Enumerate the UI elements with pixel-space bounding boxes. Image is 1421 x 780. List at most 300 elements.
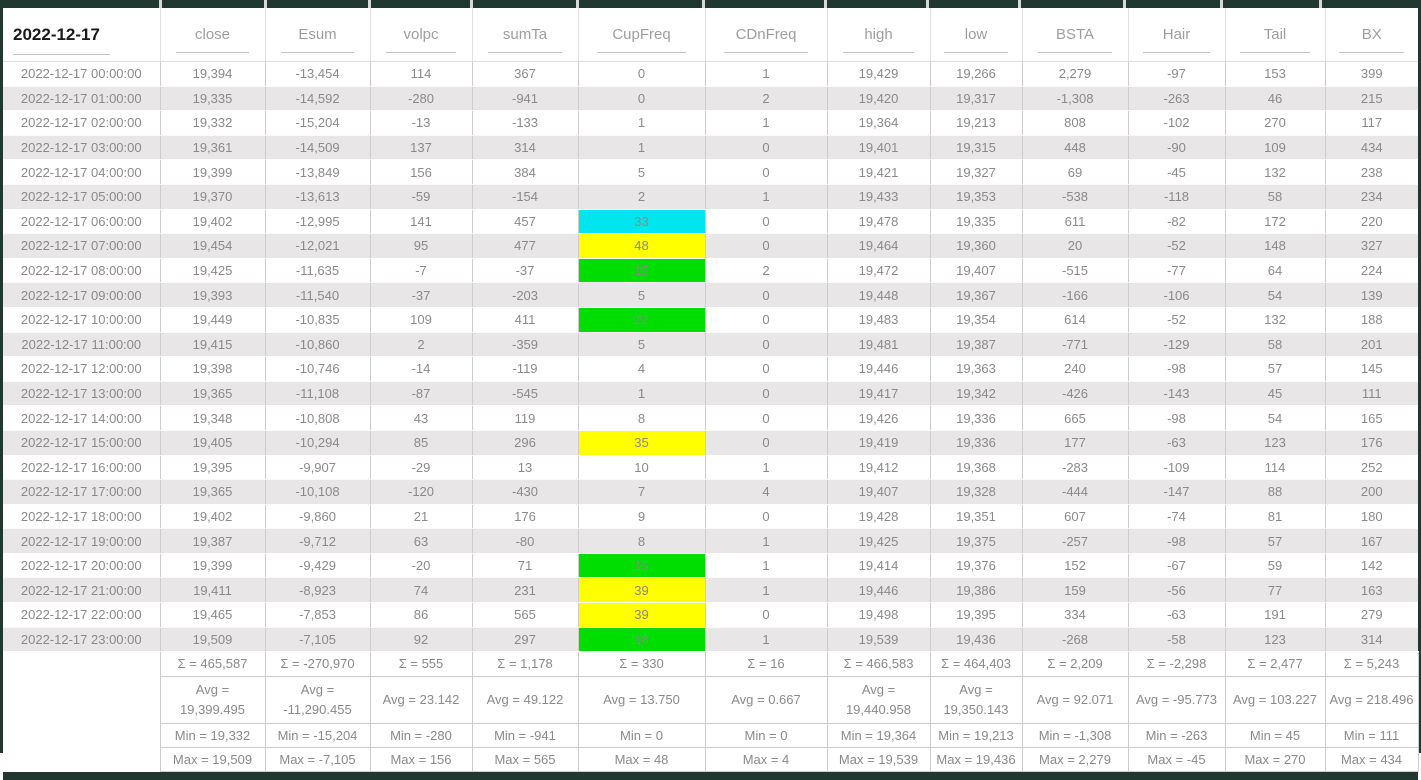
cell: 19,375	[930, 529, 1022, 554]
cell: 19,425	[160, 258, 265, 283]
summary-value: Max = -45	[1147, 751, 1206, 767]
cell: 8	[578, 529, 705, 554]
summary-value: Avg = 49.122	[486, 692, 564, 708]
summary-value: Min = 45	[1249, 727, 1301, 743]
cell: 19,364	[827, 111, 930, 136]
cell: 0	[705, 603, 827, 628]
summary-value: Min = 19,213	[938, 727, 1014, 743]
cell: -10,835	[265, 307, 370, 332]
cell: -98	[1128, 406, 1225, 431]
cell: 64	[1225, 258, 1325, 283]
cell: 19,436	[930, 627, 1022, 652]
timestamp-cell: 2022-12-17 18:00:00	[3, 504, 160, 529]
cell: 334	[1022, 603, 1128, 628]
cell: -11,108	[265, 381, 370, 406]
summary-value: Σ = 466,583	[843, 656, 914, 672]
cell: 19,328	[930, 480, 1022, 505]
cell: 159	[1022, 578, 1128, 603]
table-row	[3, 160, 1418, 185]
cell: -9,860	[265, 504, 370, 529]
top-border-segment	[929, 0, 1021, 8]
cell: 19,405	[160, 430, 265, 455]
summary-cell-sum	[705, 652, 827, 677]
cell: 0	[705, 504, 827, 529]
cell: 2,279	[1022, 62, 1128, 87]
cell: 19,361	[160, 135, 265, 160]
summary-cell-avg	[1225, 677, 1325, 724]
cupfreq-highlight-cell: 15	[578, 553, 705, 578]
column-header-bx[interactable]	[1325, 8, 1418, 62]
cell: 69	[1022, 160, 1128, 185]
cell: 1	[705, 553, 827, 578]
cell: -63	[1128, 603, 1225, 628]
summary-value: Avg = 92.071	[1036, 692, 1114, 708]
cell: 4	[705, 480, 827, 505]
cell: 2	[705, 258, 827, 283]
cell: 19,395	[930, 603, 1022, 628]
table-body	[3, 62, 1418, 652]
header-underline	[13, 54, 110, 55]
cell: 77	[1225, 578, 1325, 603]
cell: 314	[1325, 627, 1418, 652]
cell: 81	[1225, 504, 1325, 529]
summary-cell-avg	[265, 677, 370, 724]
column-header-label: BX	[1361, 26, 1382, 43]
top-border-segment	[371, 0, 473, 8]
cell: 19,478	[827, 209, 930, 234]
cell: 252	[1325, 455, 1418, 480]
top-border-segment	[162, 0, 267, 8]
summary-value: Max = 434	[1340, 751, 1403, 767]
cell: -154	[472, 184, 578, 209]
cell: 296	[472, 430, 578, 455]
cell: 132	[1225, 160, 1325, 185]
summary-value: Max = 270	[1244, 751, 1306, 767]
cell: 565	[472, 603, 578, 628]
cell: -20	[370, 553, 472, 578]
cell: 137	[370, 135, 472, 160]
cell: 19,387	[930, 332, 1022, 357]
cell: -545	[472, 381, 578, 406]
timestamp-cell: 2022-12-17 22:00:00	[3, 603, 160, 628]
column-header-bsta[interactable]	[1022, 8, 1128, 62]
cell: 19,539	[827, 627, 930, 652]
cell: -12,021	[265, 234, 370, 259]
header-underline	[281, 52, 354, 53]
cell: -13,849	[265, 160, 370, 185]
summary-spacer	[3, 724, 160, 748]
table-bottom-border	[3, 772, 1418, 780]
cupfreq-highlight-cell: 48	[578, 234, 705, 259]
column-header-sumta[interactable]	[472, 8, 578, 62]
cell: 19,365	[160, 381, 265, 406]
cupfreq-highlight-cell: 39	[578, 578, 705, 603]
summary-value: Max = 19,436	[936, 751, 1016, 767]
cell: 57	[1225, 357, 1325, 382]
cell: 10	[578, 455, 705, 480]
cell: 2	[578, 184, 705, 209]
cell: 71	[472, 553, 578, 578]
summary-cell-min	[930, 724, 1022, 748]
column-header-esum[interactable]	[265, 8, 370, 62]
summary-cell-avg	[1325, 677, 1418, 724]
cell: -257	[1022, 529, 1128, 554]
cell: 188	[1325, 307, 1418, 332]
table-row	[3, 62, 1418, 87]
cell: 234	[1325, 184, 1418, 209]
timestamp-cell: 2022-12-17 19:00:00	[3, 529, 160, 554]
table-row	[3, 627, 1418, 652]
cell: 327	[1325, 234, 1418, 259]
cell: 63	[370, 529, 472, 554]
cell: 19,370	[160, 184, 265, 209]
cell: 434	[1325, 135, 1418, 160]
summary-cell-avg	[1128, 677, 1225, 724]
cell: 46	[1225, 86, 1325, 111]
cell: 167	[1325, 529, 1418, 554]
cell: 0	[705, 135, 827, 160]
summary-cell-max	[1128, 748, 1225, 772]
cell: 314	[472, 135, 578, 160]
timestamp-cell: 2022-12-17 20:00:00	[3, 553, 160, 578]
cupfreq-highlight-cell: 35	[578, 430, 705, 455]
cell: -37	[472, 258, 578, 283]
summary-value: Σ = 2,209	[1047, 656, 1103, 672]
summary-value: Min = -1,308	[1038, 727, 1112, 743]
cell: 54	[1225, 406, 1325, 431]
cell: 45	[1225, 381, 1325, 406]
summary-cell-max	[370, 748, 472, 772]
table-row	[3, 529, 1418, 554]
timestamp-cell: 2022-12-17 13:00:00	[3, 381, 160, 406]
cell: -82	[1128, 209, 1225, 234]
cell: 19,407	[827, 480, 930, 505]
cell: 19,433	[827, 184, 930, 209]
cell: 0	[705, 209, 827, 234]
cell: 19,446	[827, 357, 930, 382]
cell: 367	[472, 62, 578, 87]
column-header-tail[interactable]	[1225, 8, 1325, 62]
cell: 0	[705, 160, 827, 185]
summary-cell-max	[1022, 748, 1128, 772]
top-border-segment	[473, 0, 579, 8]
cell: -37	[370, 283, 472, 308]
cell: 607	[1022, 504, 1128, 529]
cell: -12,995	[265, 209, 370, 234]
summary-cell-avg	[160, 677, 265, 724]
cell: 2	[705, 86, 827, 111]
cell: 19,398	[160, 357, 265, 382]
table-row	[3, 258, 1418, 283]
column-header-cupfreq[interactable]	[578, 8, 705, 62]
cell: 148	[1225, 234, 1325, 259]
cell: 0	[705, 430, 827, 455]
cell: 165	[1325, 406, 1418, 431]
timestamp-cell: 2022-12-17 01:00:00	[3, 86, 160, 111]
table-row	[3, 430, 1418, 455]
cell: 215	[1325, 86, 1418, 111]
cell: 19,454	[160, 234, 265, 259]
cell: 220	[1325, 209, 1418, 234]
cell: -80	[472, 529, 578, 554]
timestamp-cell: 2022-12-17 05:00:00	[3, 184, 160, 209]
cell: -268	[1022, 627, 1128, 652]
cell: 19,419	[827, 430, 930, 455]
cell: -11,540	[265, 283, 370, 308]
summary-value: Min = 111	[1343, 727, 1400, 743]
table-row	[3, 307, 1418, 332]
cell: -129	[1128, 332, 1225, 357]
cell: 19,429	[827, 62, 930, 87]
cell: 176	[1325, 430, 1418, 455]
cell: 1	[705, 627, 827, 652]
cell: 411	[472, 307, 578, 332]
cell: 86	[370, 603, 472, 628]
cell: 614	[1022, 307, 1128, 332]
cupfreq-highlight-cell: 22	[578, 307, 705, 332]
table-row	[3, 234, 1418, 259]
cell: 43	[370, 406, 472, 431]
cell: 111	[1325, 381, 1418, 406]
cell: 399	[1325, 62, 1418, 87]
cell: -166	[1022, 283, 1128, 308]
column-header-high[interactable]	[827, 8, 930, 62]
cell: -98	[1128, 357, 1225, 382]
summary-value: Σ = 2,477	[1247, 656, 1303, 672]
cell: 19,402	[160, 209, 265, 234]
table-row	[3, 381, 1418, 406]
cell: 1	[705, 455, 827, 480]
summary-cell-sum	[827, 652, 930, 677]
summary-cell-avg	[930, 677, 1022, 724]
summary-cell-max	[265, 748, 370, 772]
cell: 20	[1022, 234, 1128, 259]
header-underline	[1143, 52, 1210, 53]
column-header-label: Tail	[1263, 26, 1287, 43]
cell: -59	[370, 184, 472, 209]
cell: -102	[1128, 111, 1225, 136]
summary-row-min	[3, 724, 1418, 748]
summary-cell-avg	[705, 677, 827, 724]
cell: 0	[705, 357, 827, 382]
cell: 57	[1225, 529, 1325, 554]
summary-cell-sum	[160, 652, 265, 677]
timestamp-cell: 2022-12-17 08:00:00	[3, 258, 160, 283]
cell: 123	[1225, 627, 1325, 652]
cell: -106	[1128, 283, 1225, 308]
cell: -87	[370, 381, 472, 406]
cell: 191	[1225, 603, 1325, 628]
cell: 297	[472, 627, 578, 652]
summary-cell-min	[1225, 724, 1325, 748]
cell: -90	[1128, 135, 1225, 160]
cell: 114	[370, 62, 472, 87]
summary-value: Max = 2,279	[1039, 751, 1111, 767]
summary-value: Min = -941	[494, 727, 556, 743]
cell: 13	[472, 455, 578, 480]
cell: 19,315	[930, 135, 1022, 160]
cell: 19,332	[160, 111, 265, 136]
cell: 1	[705, 184, 827, 209]
cell: -9,712	[265, 529, 370, 554]
cell: 457	[472, 209, 578, 234]
cell: 145	[1325, 357, 1418, 382]
cell: 139	[1325, 283, 1418, 308]
cell: 19,399	[160, 553, 265, 578]
cell: 142	[1325, 553, 1418, 578]
cupfreq-highlight-cell: 33	[578, 209, 705, 234]
cell: -13	[370, 111, 472, 136]
cell: 19,428	[827, 504, 930, 529]
cell: 19,464	[827, 234, 930, 259]
column-header-volpc[interactable]	[370, 8, 472, 62]
cell: 1	[705, 111, 827, 136]
summary-value: Avg = -95.773	[1135, 692, 1218, 708]
column-header-cdnfreq[interactable]	[705, 8, 827, 62]
cell: -7,105	[265, 627, 370, 652]
cell: 1	[578, 381, 705, 406]
cell: 0	[705, 381, 827, 406]
cell: 19,412	[827, 455, 930, 480]
cell: -56	[1128, 578, 1225, 603]
cell: -13,613	[265, 184, 370, 209]
cell: -444	[1022, 480, 1128, 505]
header-underline	[944, 52, 1008, 53]
summary-cell-sum	[1022, 652, 1128, 677]
cell: 19,509	[160, 627, 265, 652]
summary-value: Avg = 0.667	[731, 692, 801, 708]
table-row	[3, 578, 1418, 603]
summary-cell-max	[930, 748, 1022, 772]
timestamp-cell: 2022-12-17 00:00:00	[3, 62, 160, 87]
cell: 19,399	[160, 160, 265, 185]
header-underline	[1240, 52, 1309, 53]
summary-cell-max	[472, 748, 578, 772]
summary-value: Max = 19,509	[172, 751, 253, 767]
cell: -426	[1022, 381, 1128, 406]
timestamp-cell: 2022-12-17 23:00:00	[3, 627, 160, 652]
cell: -52	[1128, 234, 1225, 259]
top-border-segment	[1021, 0, 1127, 8]
summary-cell-min	[705, 724, 827, 748]
cell: 19,317	[930, 86, 1022, 111]
timestamp-cell: 2022-12-17 06:00:00	[3, 209, 160, 234]
cell: 19,420	[827, 86, 930, 111]
summary-cell-min	[827, 724, 930, 748]
column-header-hair[interactable]	[1128, 8, 1225, 62]
column-header-label: BSTA	[1055, 26, 1095, 43]
cell: 19,335	[160, 86, 265, 111]
summary-cell-max	[1225, 748, 1325, 772]
cell: -63	[1128, 430, 1225, 455]
cupfreq-highlight-cell: 39	[578, 603, 705, 628]
summary-value: Min = 0	[744, 727, 788, 743]
cell: 59	[1225, 553, 1325, 578]
cell: -941	[472, 86, 578, 111]
summary-cell-avg	[827, 677, 930, 724]
cell: 19,465	[160, 603, 265, 628]
cell: 19,415	[160, 332, 265, 357]
summary-value: Max = 156	[390, 751, 452, 767]
cell: 201	[1325, 332, 1418, 357]
summary-cell-min	[1022, 724, 1128, 748]
table-row	[3, 455, 1418, 480]
column-header-close[interactable]	[160, 8, 265, 62]
cupfreq-highlight-cell: 18	[578, 627, 705, 652]
cell: 119	[472, 406, 578, 431]
cell: -52	[1128, 307, 1225, 332]
timestamp-cell: 2022-12-17 02:00:00	[3, 111, 160, 136]
cell: -14,509	[265, 135, 370, 160]
cell: 224	[1325, 258, 1418, 283]
cell: 0	[705, 307, 827, 332]
cell: -147	[1128, 480, 1225, 505]
cell: -538	[1022, 184, 1128, 209]
header-underline	[1339, 52, 1404, 53]
summary-value: Σ = 5,243	[1343, 656, 1400, 672]
summary-value: Min = -280	[390, 727, 452, 743]
column-header-label: close	[194, 26, 231, 43]
column-header-low[interactable]	[930, 8, 1022, 62]
cell: 19,336	[930, 406, 1022, 431]
column-header-label: Esum	[298, 26, 337, 43]
table-row	[3, 406, 1418, 431]
cell: 611	[1022, 209, 1128, 234]
cell: 200	[1325, 480, 1418, 505]
cell: 19,348	[160, 406, 265, 431]
summary-cell-sum	[930, 652, 1022, 677]
cell: 19,266	[930, 62, 1022, 87]
cell: 19,481	[827, 332, 930, 357]
summary-value: Avg = 218.496	[1329, 692, 1414, 708]
table-row	[3, 184, 1418, 209]
cell: 177	[1022, 430, 1128, 455]
cell: 19,449	[160, 307, 265, 332]
header-underline	[386, 52, 457, 53]
cell: 19,407	[930, 258, 1022, 283]
header-underline	[488, 52, 562, 53]
summary-value: Max = 19,539	[838, 751, 919, 767]
cell: -74	[1128, 504, 1225, 529]
cell: 19,417	[827, 381, 930, 406]
cell: 19,426	[827, 406, 930, 431]
summary-value: Σ = 16	[747, 656, 785, 672]
table-row	[3, 209, 1418, 234]
summary-value: Max = 48	[614, 751, 669, 767]
data-table	[3, 8, 1419, 772]
column-header-label: sumTa	[502, 26, 548, 43]
date-header-label: 2022-12-17	[13, 24, 100, 44]
date-header[interactable]	[3, 8, 160, 62]
cell: 19,336	[930, 430, 1022, 455]
header-underline	[597, 52, 685, 53]
summary-cell-avg	[1022, 677, 1128, 724]
cell: 19,411	[160, 578, 265, 603]
table-row	[3, 504, 1418, 529]
timestamp-cell: 2022-12-17 16:00:00	[3, 455, 160, 480]
table-row	[3, 111, 1418, 136]
cell: 19,401	[827, 135, 930, 160]
cell: 9	[578, 504, 705, 529]
summary-cell-sum	[1225, 652, 1325, 677]
timestamp-cell: 2022-12-17 11:00:00	[3, 332, 160, 357]
cell: 0	[578, 62, 705, 87]
cell: 1	[705, 529, 827, 554]
cell: 5	[578, 332, 705, 357]
column-header-label: CupFreq	[612, 26, 671, 43]
summary-cell-sum	[578, 652, 705, 677]
summary-cell-max	[827, 748, 930, 772]
